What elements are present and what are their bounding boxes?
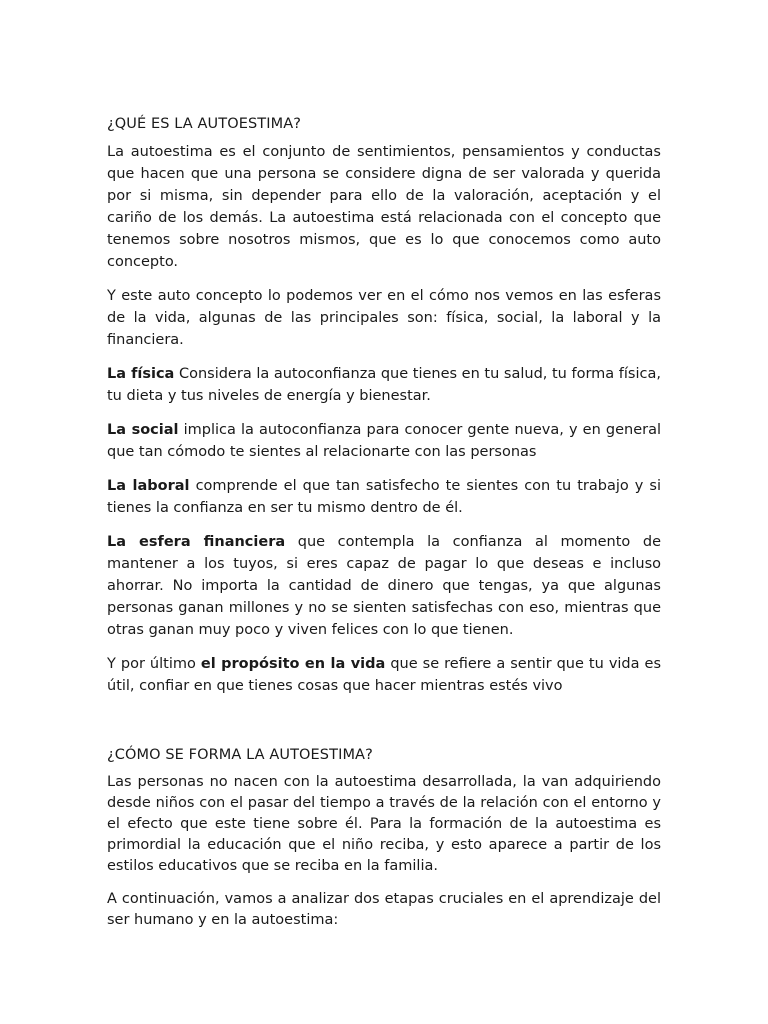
- text-proposito-pre: Y por último: [107, 656, 201, 672]
- paragraph-proposito: [107, 653, 661, 697]
- text-social: implica la autoconfianza para conocer gente nueva, y en general que tan cómodo te sientes al relacionarte con las personas: [107, 422, 661, 460]
- paragraph-formacion: Las personas no nacen con la autoestima desarrollada, la van adquiriendo desde niños con el pasar del tiempo a través de la relación con el entorno y el efecto que este tiene sobre él. Para la formación de la autoestima es primordial la educación que el niño reciba, y esto aparece a partir de los estilos educativos que se reciba en la familia.: [107, 774, 661, 874]
- paragraph-laboral: [107, 475, 661, 519]
- text-financiera: que contempla la confianza al momento de mantener a los tuyos, si eres capaz de pagar lo que deseas e incluso ahorrar. No importa la cantidad de dinero que tengas, ya que algunas personas ganan millones y no se sienten satisfechas con eso, mientras que otras ganan muy poco y viven felices con lo que tienen.: [107, 534, 661, 638]
- paragraph-social: [107, 419, 661, 463]
- text-fisica: Considera la autoconfianza que tienes en tu salud, tu forma física, tu dieta y tus niveles de energía y bienestar.: [107, 366, 661, 404]
- paragraph-financiera: [107, 531, 661, 641]
- paragraph-continuacion: A continuación, vamos a analizar dos etapas cruciales en el aprendizaje del ser humano y en la autoestima:: [107, 891, 661, 928]
- term-proposito: el propósito en la vida: [200, 656, 386, 672]
- paragraph-fisica: [107, 363, 661, 407]
- term-fisica: La física: [107, 366, 175, 382]
- term-social: La social: [107, 422, 179, 438]
- text-proposito: que se refiere a sentir que tu vida es útil, confiar en que tienes cosas que hacer mientras estés vivo: [107, 656, 662, 694]
- term-financiera: La esfera financiera: [107, 534, 286, 550]
- paragraph-definicion: La autoestima es el conjunto de sentimientos, pensamientos y conductas que hacen que una persona se considere digna de ser valorada y querida por si misma, sin depender para ello de la valoración, aceptación y el cariño de los demás. La autoestima está relacionada con el concepto que tenemos sobre nosotros mismos, que es lo que conocemos como auto concepto.: [107, 144, 661, 270]
- section-spacer: [107, 709, 661, 745]
- text-laboral: comprende el que tan satisfecho te sientes con tu trabajo y si tienes la confianza en ser tu mismo dentro de él.: [107, 478, 661, 516]
- section-heading-como-se-forma: ¿CÓMO SE FORMA LA AUTOESTIMA?: [107, 747, 373, 763]
- paragraph-auto-concepto: Y este auto concepto lo podemos ver en el cómo nos vemos en las esferas de la vida, algunas de las principales son: física, social, la laboral y la financiera.: [107, 288, 661, 348]
- term-laboral: La laboral: [107, 478, 190, 494]
- section-heading-que-es: ¿QUÉ ES LA AUTOESTIMA?: [107, 116, 302, 132]
